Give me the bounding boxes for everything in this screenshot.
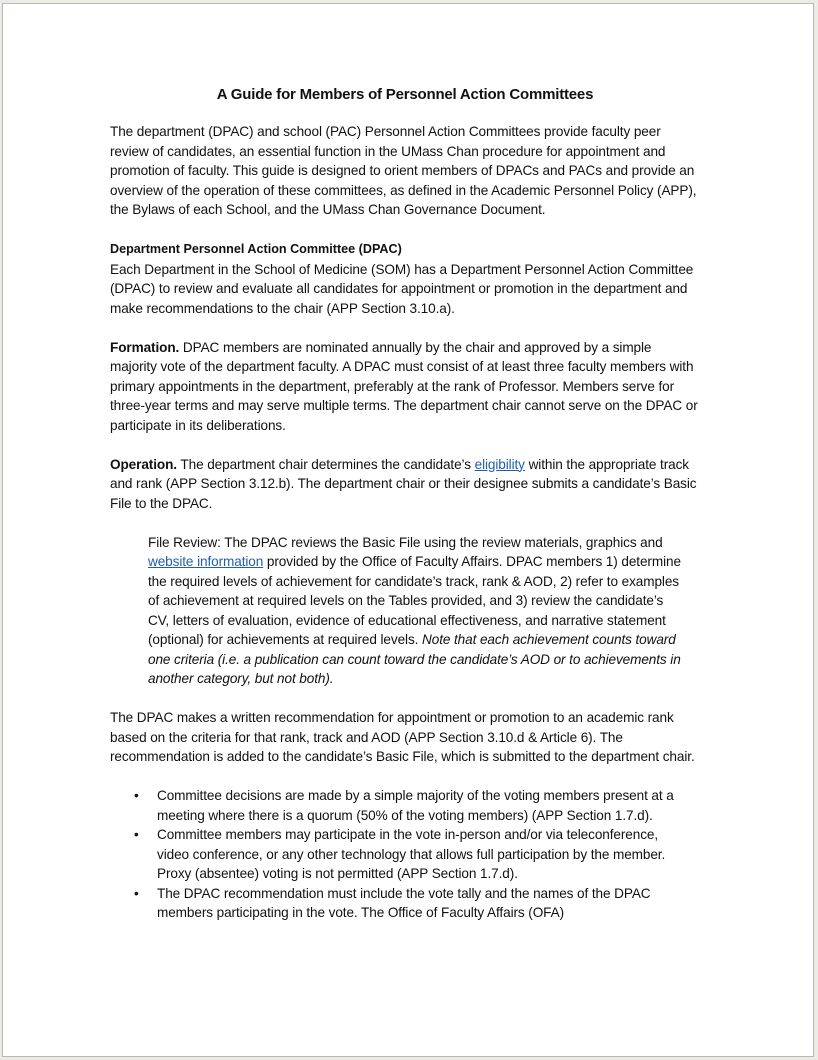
- formation-paragraph: [110, 338, 700, 436]
- rules-list: [110, 786, 700, 923]
- operation-body-after: within the appropriate track and rank (APP Section 3.12.b). The department chair or their designee submits a candidate’s Basic File to the DPAC.: [110, 456, 697, 511]
- document-page: [2, 3, 814, 1057]
- list-item-text: Committee decisions are made by a simple majority of the voting members present at a meeting where there is a quorum (50% of the voting members) (APP Section 1.7.d).: [157, 788, 674, 823]
- list-item: [110, 786, 692, 825]
- document-title: A Guide for Members of Personnel Action Committees: [216, 86, 594, 103]
- intro-paragraph: The department (DPAC) and school (PAC) Personnel Action Committees provide faculty peer review of candidates, an essential function in the UMass Chan procedure for appointment and promotion of faculty. This guide is designed to orient members of DPACs and PACs and provide an overview of the operation of these committees, as defined in the Academic Personnel Policy (APP), the Bylaws of each School, and the UMass Chan Governance Document.: [110, 124, 697, 217]
- bullet-icon: •: [134, 885, 139, 901]
- file-review-after: provided by the Office of Faculty Affairs. DPAC members 1) determine the required levels of achievement for candidate’s track, rank & AOD, 2) refer to examples of achievement at required levels on the Tables provided, and 3) review the candidate’s CV, letters of evaluation, evidence of educational effectiveness, and narrative statement (optional) for achievements at required levels.: [148, 554, 681, 647]
- dpac-section: [110, 239, 700, 318]
- list-item: [110, 825, 692, 884]
- bullet-icon: •: [134, 827, 139, 842]
- eligibility-link[interactable]: eligibility: [474, 456, 525, 472]
- list-item-text: Committee members may participate in the vote in-person and/or via teleconference, video conference, or any other technology that allows full participation by the member. Proxy (absentee) voting is not permitted (APP Section 1.7.d).: [157, 827, 666, 881]
- operation-paragraph: [110, 455, 700, 514]
- file-review-before: File Review: The DPAC reviews the Basic File using the review materials, graphics and: [148, 534, 663, 550]
- website-information-link[interactable]: website information: [148, 554, 264, 569]
- dpac-heading: Department Personnel Action Committee (DPAC): [110, 242, 402, 256]
- operation-lead: Operation.: [110, 456, 177, 472]
- list-item: [110, 884, 692, 923]
- formation-body: DPAC members are nominated annually by the chair and approved by a simple majority vote of the department faculty. A DPAC must consist of at least three faculty members with primary appointments in the department, preferably at the rank of Professor. Members serve for three-year terms and may serve multiple terms. The department chair cannot serve on the DPAC or participate in its deliberations.: [110, 339, 698, 433]
- file-review-note: Note that each achievement counts toward one criteria (i.e. a publication can count toward the candidate’s AOD or to achievements in another category, but not both).: [148, 632, 681, 686]
- operation-body-before: The department chair determines the candidate’s: [176, 456, 475, 472]
- document-content: [110, 84, 700, 923]
- formation-lead: Formation.: [110, 339, 180, 355]
- bullet-icon: •: [134, 788, 139, 803]
- list-item-text: The DPAC recommendation must include the vote tally and the names of the DPAC members participating in the vote. The Office of Faculty Affairs (OFA): [157, 885, 651, 920]
- file-review-paragraph: [148, 533, 688, 689]
- dpac-body: Each Department in the School of Medicine (SOM) has a Department Personnel Action Committee (DPAC) to review and evaluate all candidates for appointment or promotion in the department and make recommendations to the chair (APP Section 3.10.a).: [110, 261, 694, 316]
- recommendation-paragraph: The DPAC makes a written recommendation for appointment or promotion to an academic rank based on the criteria for that rank, track and AOD (APP Section 3.10.d & Article 6). The recommendation is added to the candidate’s Basic File, which is submitted to the department chair.: [110, 710, 695, 764]
